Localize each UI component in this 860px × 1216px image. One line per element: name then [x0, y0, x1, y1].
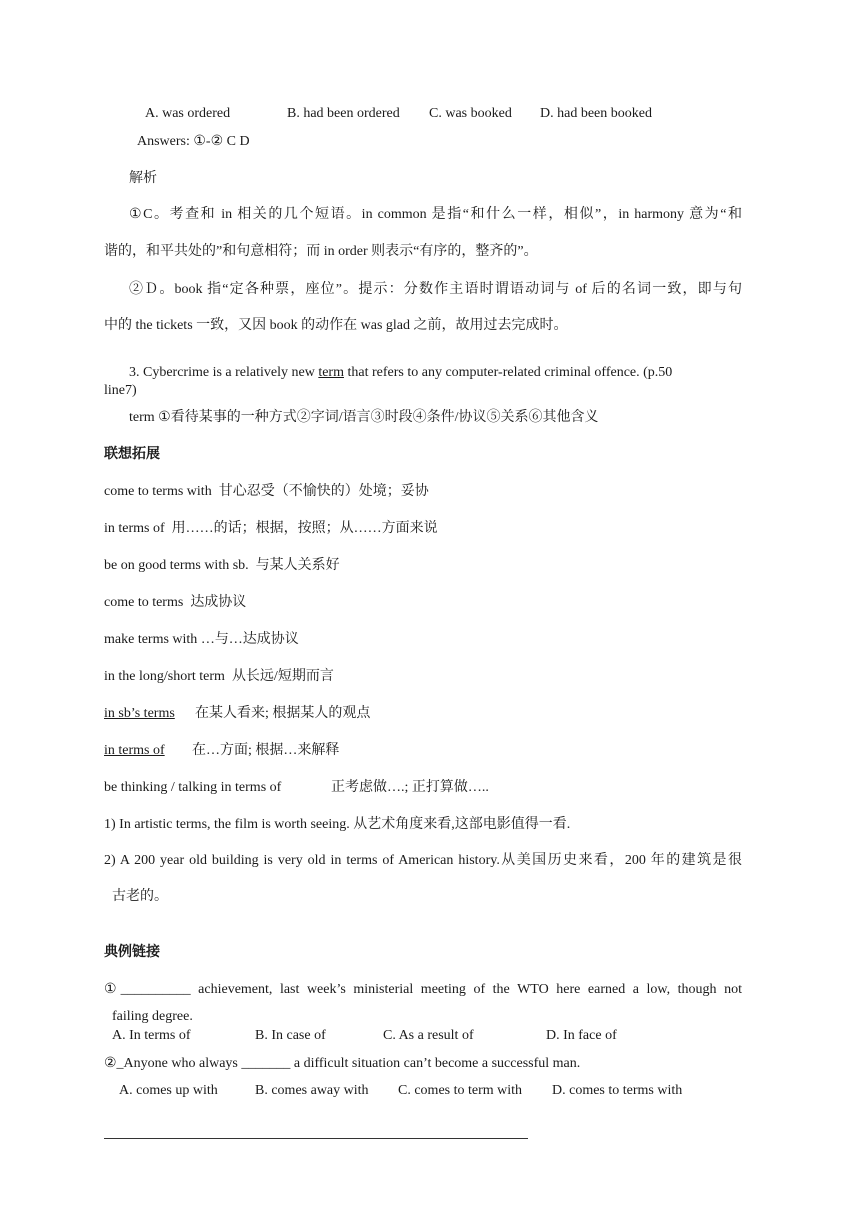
- phrase-en: make terms with: [104, 632, 198, 647]
- phrase-entry: [104, 483, 429, 501]
- footer-divider: [104, 1138, 528, 1139]
- phrase-zh: 在某人看来; 根据某人的观点: [195, 706, 371, 721]
- phrase-en: in terms of: [104, 743, 165, 758]
- item3-post: that refers to any computer-related criminal offence. (p.50: [343, 365, 673, 380]
- item3-sentence: [129, 364, 672, 382]
- phrase-entry: [104, 520, 438, 538]
- phrase-zh: 从长远/短期而言: [231, 669, 334, 684]
- option-b: B. had been ordered: [287, 106, 400, 121]
- analysis-p1-line2: 谐的，和平共处的”和句意相符；而 in order 则表示“有序的，整齐的”。: [104, 244, 538, 259]
- analysis-p2-line2: 中的 the tickets 一致，又因 book 的动作在 was glad 之前，故用过去完成时。: [104, 318, 568, 333]
- q2-option-c: C. comes to term with: [398, 1083, 523, 1098]
- item3-meanings: term ①看待某事的一种方式②字词/语言③时段④条件/协议⑤关系⑥其他含义: [129, 410, 599, 425]
- q1-option-b: B. In case of: [255, 1028, 326, 1043]
- example-sentence-1: 1) In artistic terms, the film is worth seeing. 从艺术角度来看,这部电影值得一看.: [104, 817, 571, 832]
- phrase-entry: [104, 779, 281, 797]
- phrase-en: in the long/short term: [104, 669, 225, 684]
- q2-option-a: A. comes up with: [119, 1083, 218, 1098]
- q2-option-b: B. comes away with: [255, 1083, 369, 1098]
- extension-heading: 联想拓展: [104, 447, 160, 462]
- answers-line: Answers: ①-② C D: [137, 134, 250, 149]
- phrase-entry: [104, 742, 165, 760]
- phrase-zh: 用……的话；根据，按照；从……方面来说: [171, 521, 438, 536]
- examples-heading: 典例链接: [104, 945, 160, 960]
- phrase-en: be on good terms with sb.: [104, 558, 249, 573]
- q1-option-a: A. In terms of: [112, 1028, 191, 1043]
- option-d: D. had been booked: [540, 106, 652, 121]
- phrase-en: be thinking / talking in terms of: [104, 780, 282, 795]
- question-1-line2: failing degree.: [112, 1009, 193, 1024]
- phrase-en: in terms of: [104, 521, 165, 536]
- phrase-entry: [104, 594, 246, 612]
- phrase-en: in sb’s terms: [104, 706, 175, 721]
- example-sentence-2-line1: 2) A 200 year old building is very old in terms of American history.从美国历史来看，200 年的建筑是很: [104, 853, 742, 868]
- analysis-p1-line1: ①C。考查和 in 相关的几个短语。in common 是指“和什么一样，相似”，in harmony 意为“和: [129, 207, 742, 222]
- phrase-zh: 与某人关系好: [255, 558, 340, 573]
- analysis-p2-line1: ②Ｄ。book 指“定各种票，座位”。提示：分数作主语时谓语动词与 of 后的名词一致，即与句: [129, 282, 742, 297]
- phrase-entry: [104, 631, 299, 649]
- question-2: ②_Anyone who always _______ a difficult situation can’t become a successful man.: [104, 1056, 581, 1071]
- item3-pre: 3. Cybercrime is a relatively new: [129, 365, 319, 380]
- example-sentence-2-line2: 古老的。: [112, 889, 168, 904]
- item3-term: term: [318, 365, 344, 380]
- phrase-zh: 正考虑做….; 正打算做…..: [331, 780, 489, 795]
- phrase-zh: 达成协议: [190, 595, 247, 610]
- phrase-entry: [104, 668, 334, 686]
- phrase-entry: [104, 557, 340, 575]
- phrase-zh: …与…达成协议: [200, 632, 299, 647]
- phrase-zh: 甘心忍受（不愉快的）处境；妥协: [218, 484, 429, 499]
- q1-option-d: D. In face of: [546, 1028, 617, 1043]
- option-a: A. was ordered: [145, 106, 231, 121]
- question-1-line1: ①__________ achievement, last week’s ministerial meeting of the WTO here earned a low, though not: [104, 982, 742, 997]
- item3-line2: line7): [104, 383, 137, 398]
- phrase-en: come to terms with: [104, 484, 212, 499]
- phrase-entry: [104, 705, 175, 723]
- phrase-en: come to terms: [104, 595, 184, 610]
- analysis-label: 解析: [129, 171, 157, 186]
- option-c: C. was booked: [429, 106, 512, 121]
- q2-option-d: D. comes to terms with: [552, 1083, 683, 1098]
- phrase-zh: 在…方面; 根据…来解释: [192, 743, 340, 758]
- q1-option-c: C. As a result of: [383, 1028, 474, 1043]
